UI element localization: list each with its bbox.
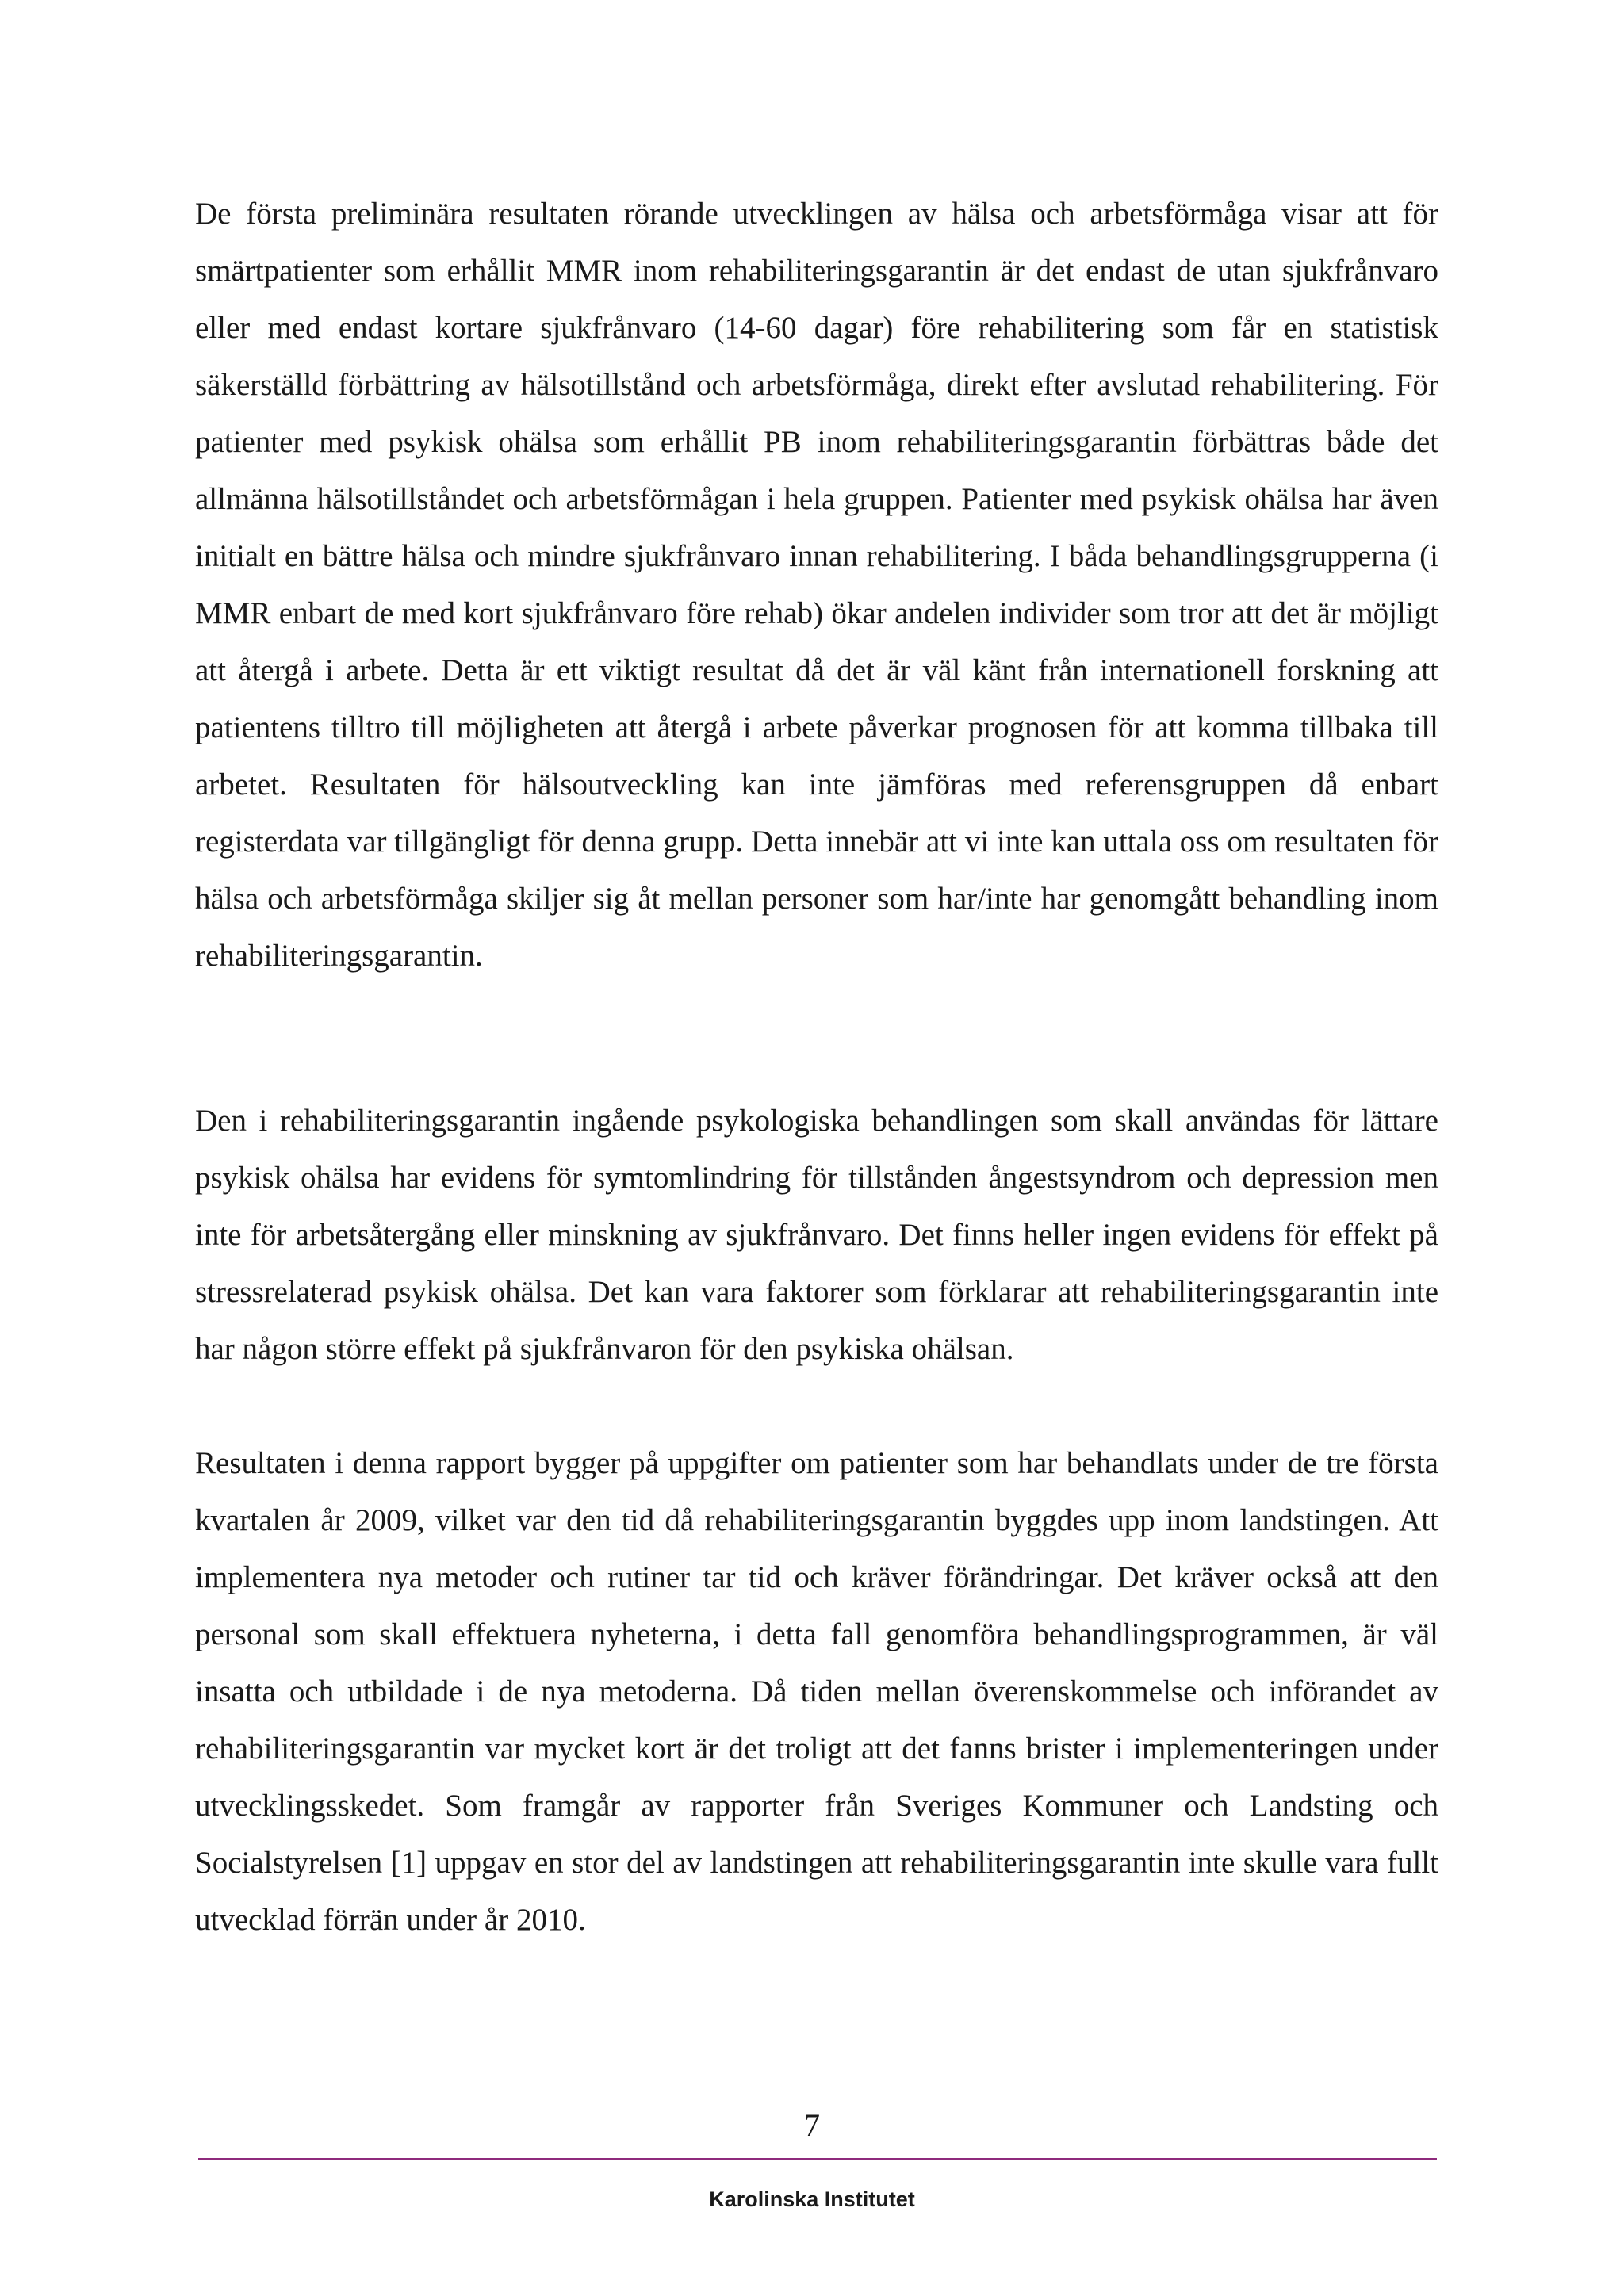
footer-organization: Karolinska Institutet — [709, 2187, 915, 2211]
body-paragraph-1: De första preliminära resultaten rörande utvecklingen av hälsa och arbetsförmåga visar att för smärtpatienter som erhållit MMR inom rehabiliteringsgarantin är det endast de utan sjukfrånvaro eller med endast kortare sjukfrånvaro (14-60 dagar) före rehabilitering som får en statistisk säkerställd förbättring av hälsotillstånd och arbetsförmåga, direkt efter avslutad rehabilitering. För patienter med psykisk ohälsa som erhållit PB inom rehabiliteringsgarantin förbättras både det allmänna hälsotillståndet och arbetsförmågan i hela gruppen. Patienter med psykisk ohälsa har även initialt en bättre hälsa och mindre sjukfrånvaro innan rehabilitering. I båda behandlingsgrupperna (i MMR enbart de med kort sjukfrånvaro före rehab) ökar andelen individer som tror att det är möjligt att återgå i arbete. Detta är ett viktigt resultat då det är väl känt från internationell forskning att patientens tilltro till möjligheten att återgå i arbete påverkar prognosen för att komma tillbaka till arbetet. Resultaten för hälsoutveckling kan inte jämföras med referensgruppen då enbart registerdata var tillgängligt för denna grupp. Detta innebär att vi inte kan uttala oss om resultaten för hälsa och arbetsförmåga skiljer sig åt mellan personer som har/inte har genomgått behandling inom rehabiliteringsgarantin. — [195, 197, 1438, 973]
footer-divider — [198, 2158, 1437, 2160]
body-paragraph-3: Resultaten i denna rapport bygger på uppgifter om patienter som har behandlats under de tre första kvartalen år 2009, vilket var den tid då rehabiliteringsgarantin byggdes upp inom landstingen. Att implementera nya metoder och rutiner tar tid och kräver förändringar. Det kräver också att den personal som skall effektuera nyheterna, i detta fall genomföra behandlingsprogrammen, är väl insatta och utbildade i de nya metoderna. Då tiden mellan överenskommelse och införandet av rehabiliteringsgarantin var mycket kort är det troligt att det fanns brister i implementeringen under utvecklingsskedet. Som framgår av rapporter från Sveriges Kommuner och Landsting och Socialstyrelsen [1] uppgav en stor del av landstingen att rehabiliteringsgarantin inte skulle vara fullt utvecklad förrän under år 2010. — [195, 1446, 1438, 1937]
page-number: 7 — [804, 2107, 820, 2143]
body-paragraph-2: Den i rehabiliteringsgarantin ingående psykologiska behandlingen som skall användas för lättare psykisk ohälsa har evidens för symtomlindring för tillstånden ångestsyndrom och depression men inte för arbetsåtergång eller minskning av sjukfrånvaro. Det finns heller ingen evidens för effekt på stressrelaterad psykisk ohälsa. Det kan vara faktorer som förklarar att rehabiliteringsgarantin inte har någon större effekt på sjukfrånvaron för den psykiska ohälsan. — [195, 1104, 1438, 1366]
